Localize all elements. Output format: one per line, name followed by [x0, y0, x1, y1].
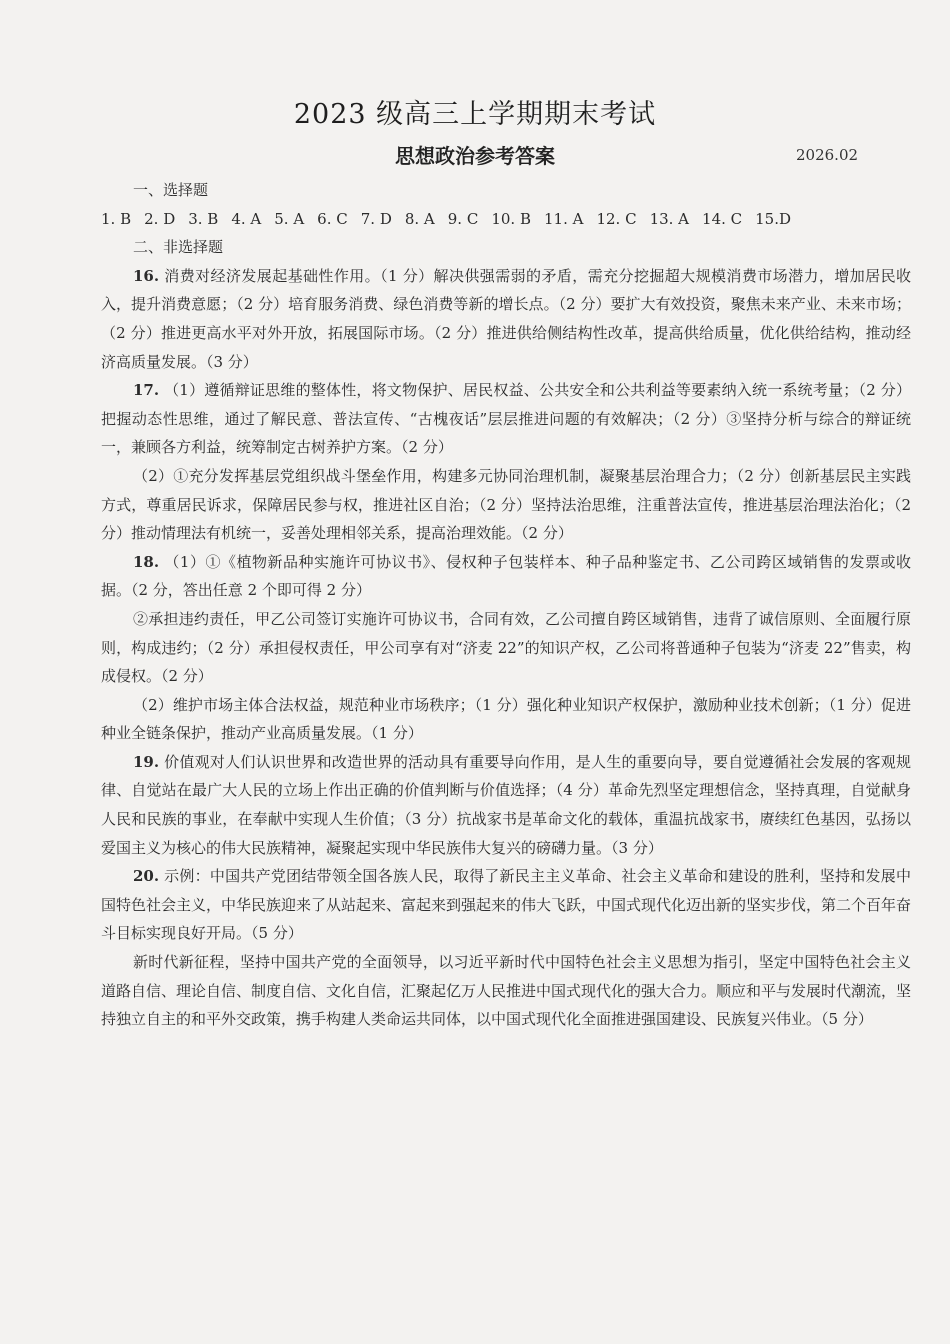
- choice-answer: 1. B: [101, 209, 132, 228]
- exam-date: 2026.02: [796, 146, 859, 164]
- answer-text: 消费对经济发展起基础性作用。（1 分）解决供强需弱的矛盾，需充分挖掘超大规模消费市场潜力，增加居民收入，提升消费意愿；（2 分）培育服务消费、绿色消费等新的增长点。（2 分）要扩大有效投资，聚焦未来产业、未来市场；（2 分）推进更高水平对外开放，拓展国际市场。（2 分）推进供给侧结构性改革，提高供给质量，优化供给结构，推动经济高质量发展。（3 分）: [101, 266, 911, 371]
- answer-18-part1: [101, 548, 911, 605]
- choice-answer: 14. C: [702, 209, 743, 228]
- choice-answer: 13. A: [649, 209, 690, 228]
- choice-answer: 3. B: [188, 209, 219, 228]
- answer-17-part2: （2）①充分发挥基层党组织战斗堡垒作用，构建多元协同治理机制，凝聚基层治理合力；（2 分）创新基层民主实践方式，尊重居民诉求，保障居民参与权，推进社区自治；（2 分）坚持法治思维，注重普法宣传，推进基层治理法治化；（2 分）推动情理法有机统一，妥善处理相邻关系，提高治理效能。（2 分）: [101, 466, 911, 543]
- choice-answer: 2. D: [144, 209, 176, 228]
- answer-18-part1b: ②承担违约责任，甲乙公司签订实施许可协议书，合同有效，乙公司擅自跨区域销售，违背了诚信原则、全面履行原则，构成违约；（2 分）承担侵权责任，甲公司享有对“济麦 22”的知识产权，乙公司将普通种子包装为“济麦 22”售卖，构成侵权。（2 分）: [101, 609, 911, 686]
- choice-answer: 9. C: [447, 209, 479, 228]
- choice-answers: [101, 205, 911, 234]
- answer-body: [101, 176, 911, 1034]
- choice-answer: 4. A: [231, 209, 262, 228]
- answer-18-part2: （2）维护市场主体合法权益，规范种业市场秩序；（1 分）强化种业知识产权保护，激励种业技术创新；（1 分）促进种业全链条保护，推动产业高质量发展。（1 分）: [101, 695, 911, 743]
- choice-answer: 8. A: [404, 209, 435, 228]
- answer-16: [101, 262, 911, 376]
- answer-text: （1）遵循辩证思维的整体性，将文物保护、居民权益、公共安全和公共利益等要素纳入统一系统考量；（2 分）把握动态性思维，通过了解民意、普法宣传、“古槐夜话”层层推进问题的有效解决；（2 分）③坚持分析与综合的辩证统一，兼顾各方利益，统筹制定古树养护方案。（2 分）: [101, 381, 911, 457]
- answer-17-part1: [101, 376, 911, 462]
- answer-20-part1: [101, 862, 911, 948]
- page-subtitle: 思想政治参考答案: [395, 144, 555, 168]
- answer-text: 示例：中国共产党团结带领全国各族人民，取得了新民主主义革命、社会主义革命和建设的胜利，坚持和发展中国特色社会主义，中华民族迎来了从站起来、富起来到强起来的伟大飞跃，中国式现代化迈出新的坚实步伐，第二个百年奋斗目标实现良好开局。（5 分）: [101, 867, 912, 943]
- choice-answer: 12. C: [596, 209, 637, 228]
- answer-text: 价值观对人们认识世界和改造世界的活动具有重要导向作用，是人生的重要向导，要自觉遵循社会发展的客观规律、自觉站在最广大人民的立场上作出正确的价值判断与价值选择；（4 分）革命先烈坚定理想信念，坚持真理，自觉献身人民和民族的事业，在奉献中实现人生价值；（3 分）抗战家书是革命文化的载体，重温抗战家书，赓续红色基因，弘扬以爱国主义为核心的伟大民族精神，凝聚起实现中华民族伟大复兴的磅礴力量。（3 分）: [101, 752, 911, 857]
- choice-answer: 5. A: [274, 209, 305, 228]
- question-number: 17.: [133, 381, 160, 400]
- question-number: 20.: [133, 867, 160, 886]
- choice-answer: 11. A: [543, 209, 584, 228]
- choice-answer: 15.D: [755, 209, 792, 228]
- page-title: 2023 级高三上学期期末考试: [293, 99, 657, 130]
- question-number: 19.: [133, 752, 160, 771]
- section-heading-nonchoice: 二、非选择题: [133, 238, 224, 257]
- answer-19: [101, 748, 911, 862]
- answer-text: （1）①《植物新品种实施许可协议书》、侵权种子包装样本、种子品种鉴定书、乙公司跨区域销售的发票或收据。（2 分，答出任意 2 个即可得 2 分）: [101, 552, 911, 600]
- section-heading-choice: 一、选择题: [133, 181, 209, 199]
- question-number: 18.: [133, 552, 160, 571]
- answer-20-part2: 新时代新征程，坚持中国共产党的全面领导，以习近平新时代中国特色社会主义思想为指引，坚定中国特色社会主义道路自信、理论自信、制度自信、文化自信，汇聚起亿万人民推进中国式现代化的强大合力。顺应和平与发展时代潮流，坚持独立自主的和平外交政策，携手构建人类命运共同体，以中国式现代化全面推进强国建设、民族复兴伟业。（5 分）: [101, 953, 912, 1029]
- choice-answer: 10. B: [491, 209, 531, 228]
- question-number: 16.: [133, 266, 160, 285]
- choice-answer: 7. D: [360, 209, 392, 228]
- choice-answer: 6. C: [317, 209, 348, 228]
